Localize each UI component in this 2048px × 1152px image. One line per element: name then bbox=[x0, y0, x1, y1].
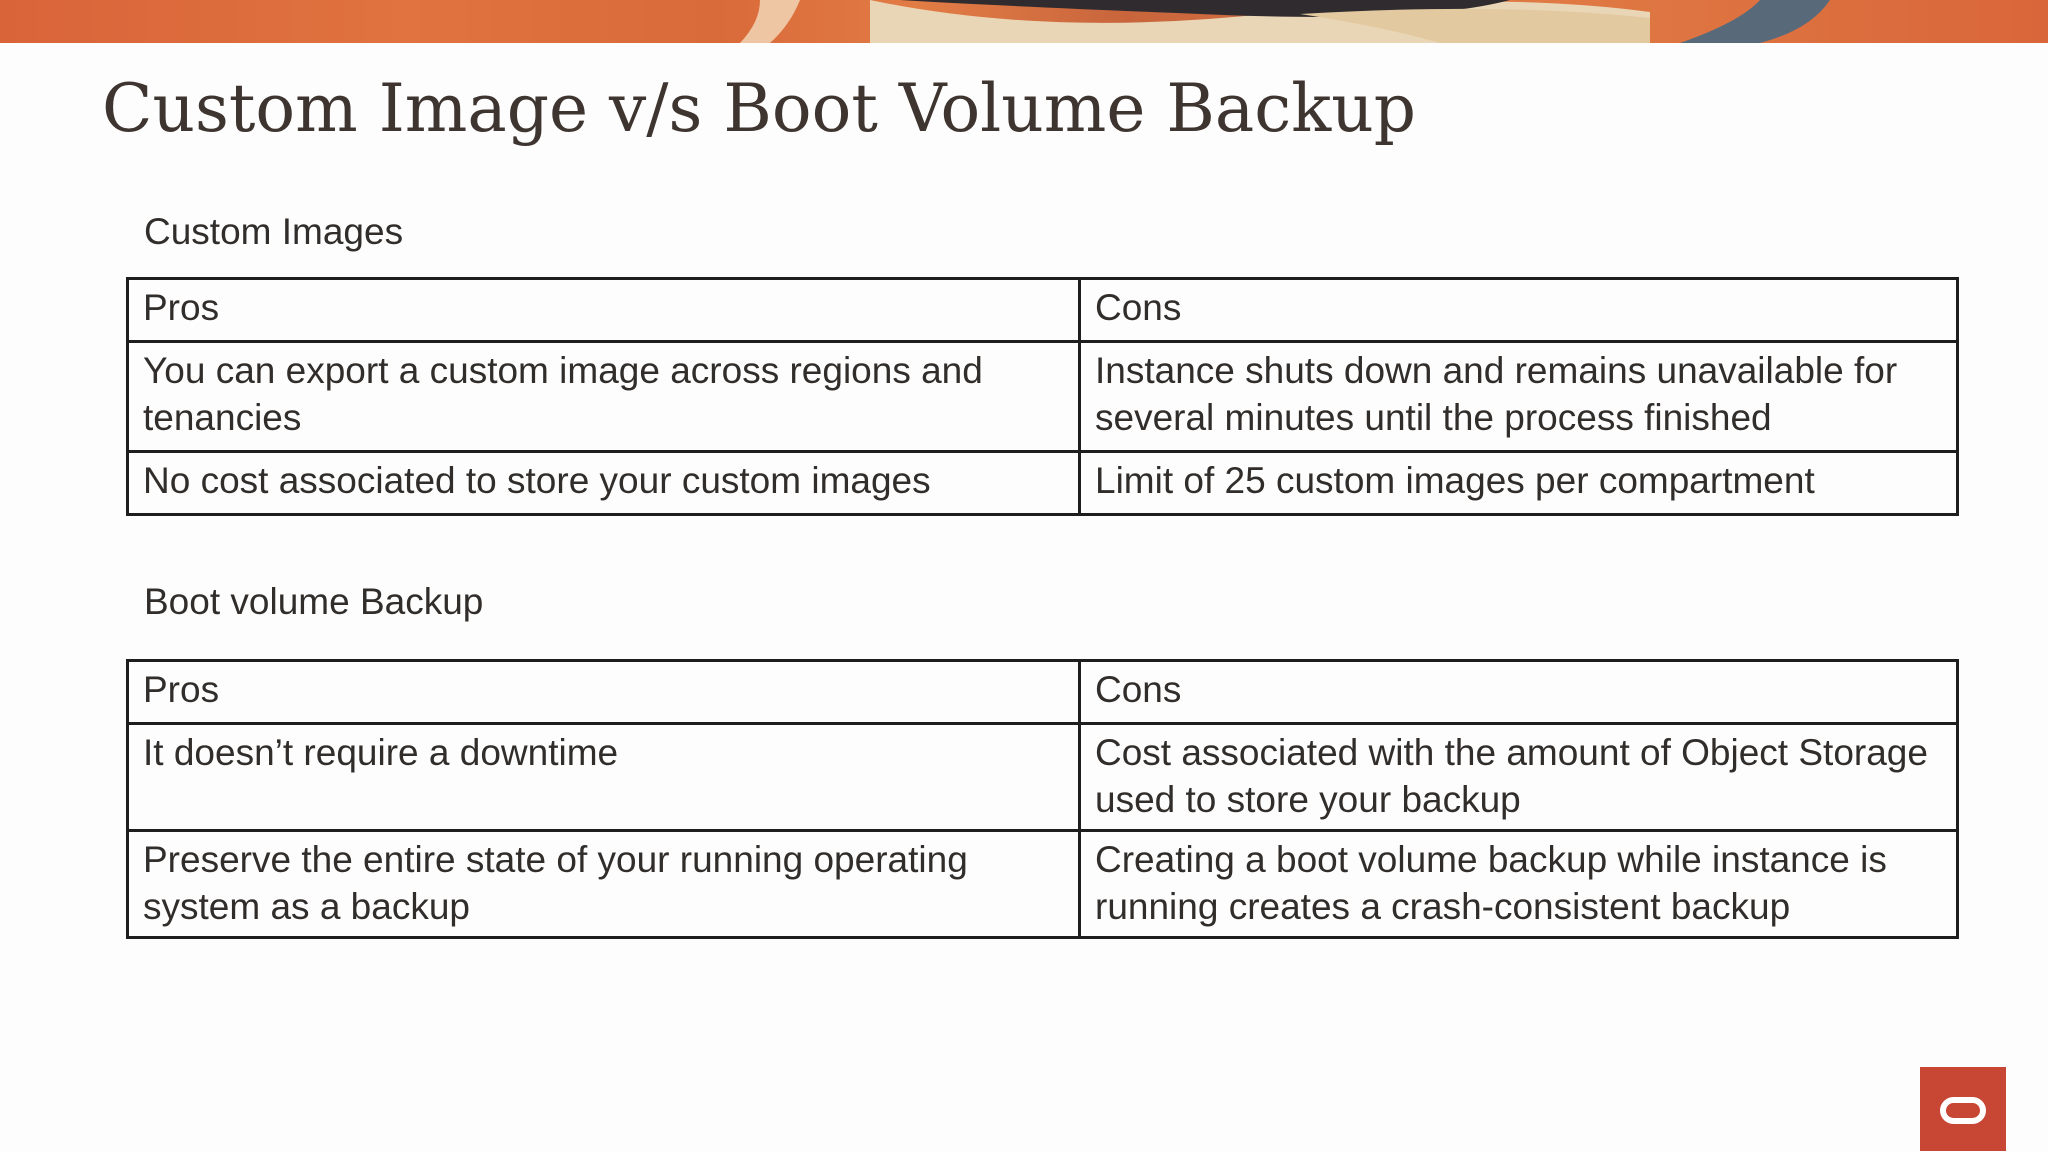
table-row bbox=[128, 452, 1958, 515]
decorative-banner bbox=[0, 0, 2048, 43]
pros-cell: Preserve the entire state of your running operating system as a backup bbox=[128, 831, 1080, 938]
slide-title: Custom Image v/s Boot Volume Backup bbox=[102, 70, 1416, 147]
logo-ring bbox=[1940, 1097, 1986, 1124]
table-row bbox=[128, 831, 1958, 938]
cons-cell: Cost associated with the amount of Object Storage used to store your backup bbox=[1080, 724, 1958, 831]
cons-header: Cons bbox=[1080, 279, 1958, 342]
section-label-boot-volume-backup: Boot volume Backup bbox=[144, 581, 484, 622]
section-label-custom-images: Custom Images bbox=[144, 211, 404, 252]
table-header-row bbox=[128, 279, 1958, 342]
cons-cell: Limit of 25 custom images per compartment bbox=[1080, 452, 1958, 515]
pros-cell: No cost associated to store your custom images bbox=[128, 452, 1080, 515]
table-row bbox=[128, 724, 1958, 831]
table-header-row bbox=[128, 661, 1958, 724]
oracle-logo-icon bbox=[1920, 1067, 2006, 1151]
custom-images-table bbox=[126, 277, 1959, 516]
cons-cell: Creating a boot volume backup while instance is running creates a crash-consistent backup bbox=[1080, 831, 1958, 938]
pros-cell: You can export a custom image across regions and tenancies bbox=[128, 342, 1080, 452]
cons-header: Cons bbox=[1080, 661, 1958, 724]
table-row bbox=[128, 342, 1958, 452]
cons-cell: Instance shuts down and remains unavailable for several minutes until the process finished bbox=[1080, 342, 1958, 452]
boot-volume-backup-table bbox=[126, 659, 1959, 939]
pros-header: Pros bbox=[128, 279, 1080, 342]
decorative-banner-art bbox=[0, 0, 2048, 43]
pros-cell: It doesn’t require a downtime bbox=[128, 724, 1080, 831]
pros-header: Pros bbox=[128, 661, 1080, 724]
